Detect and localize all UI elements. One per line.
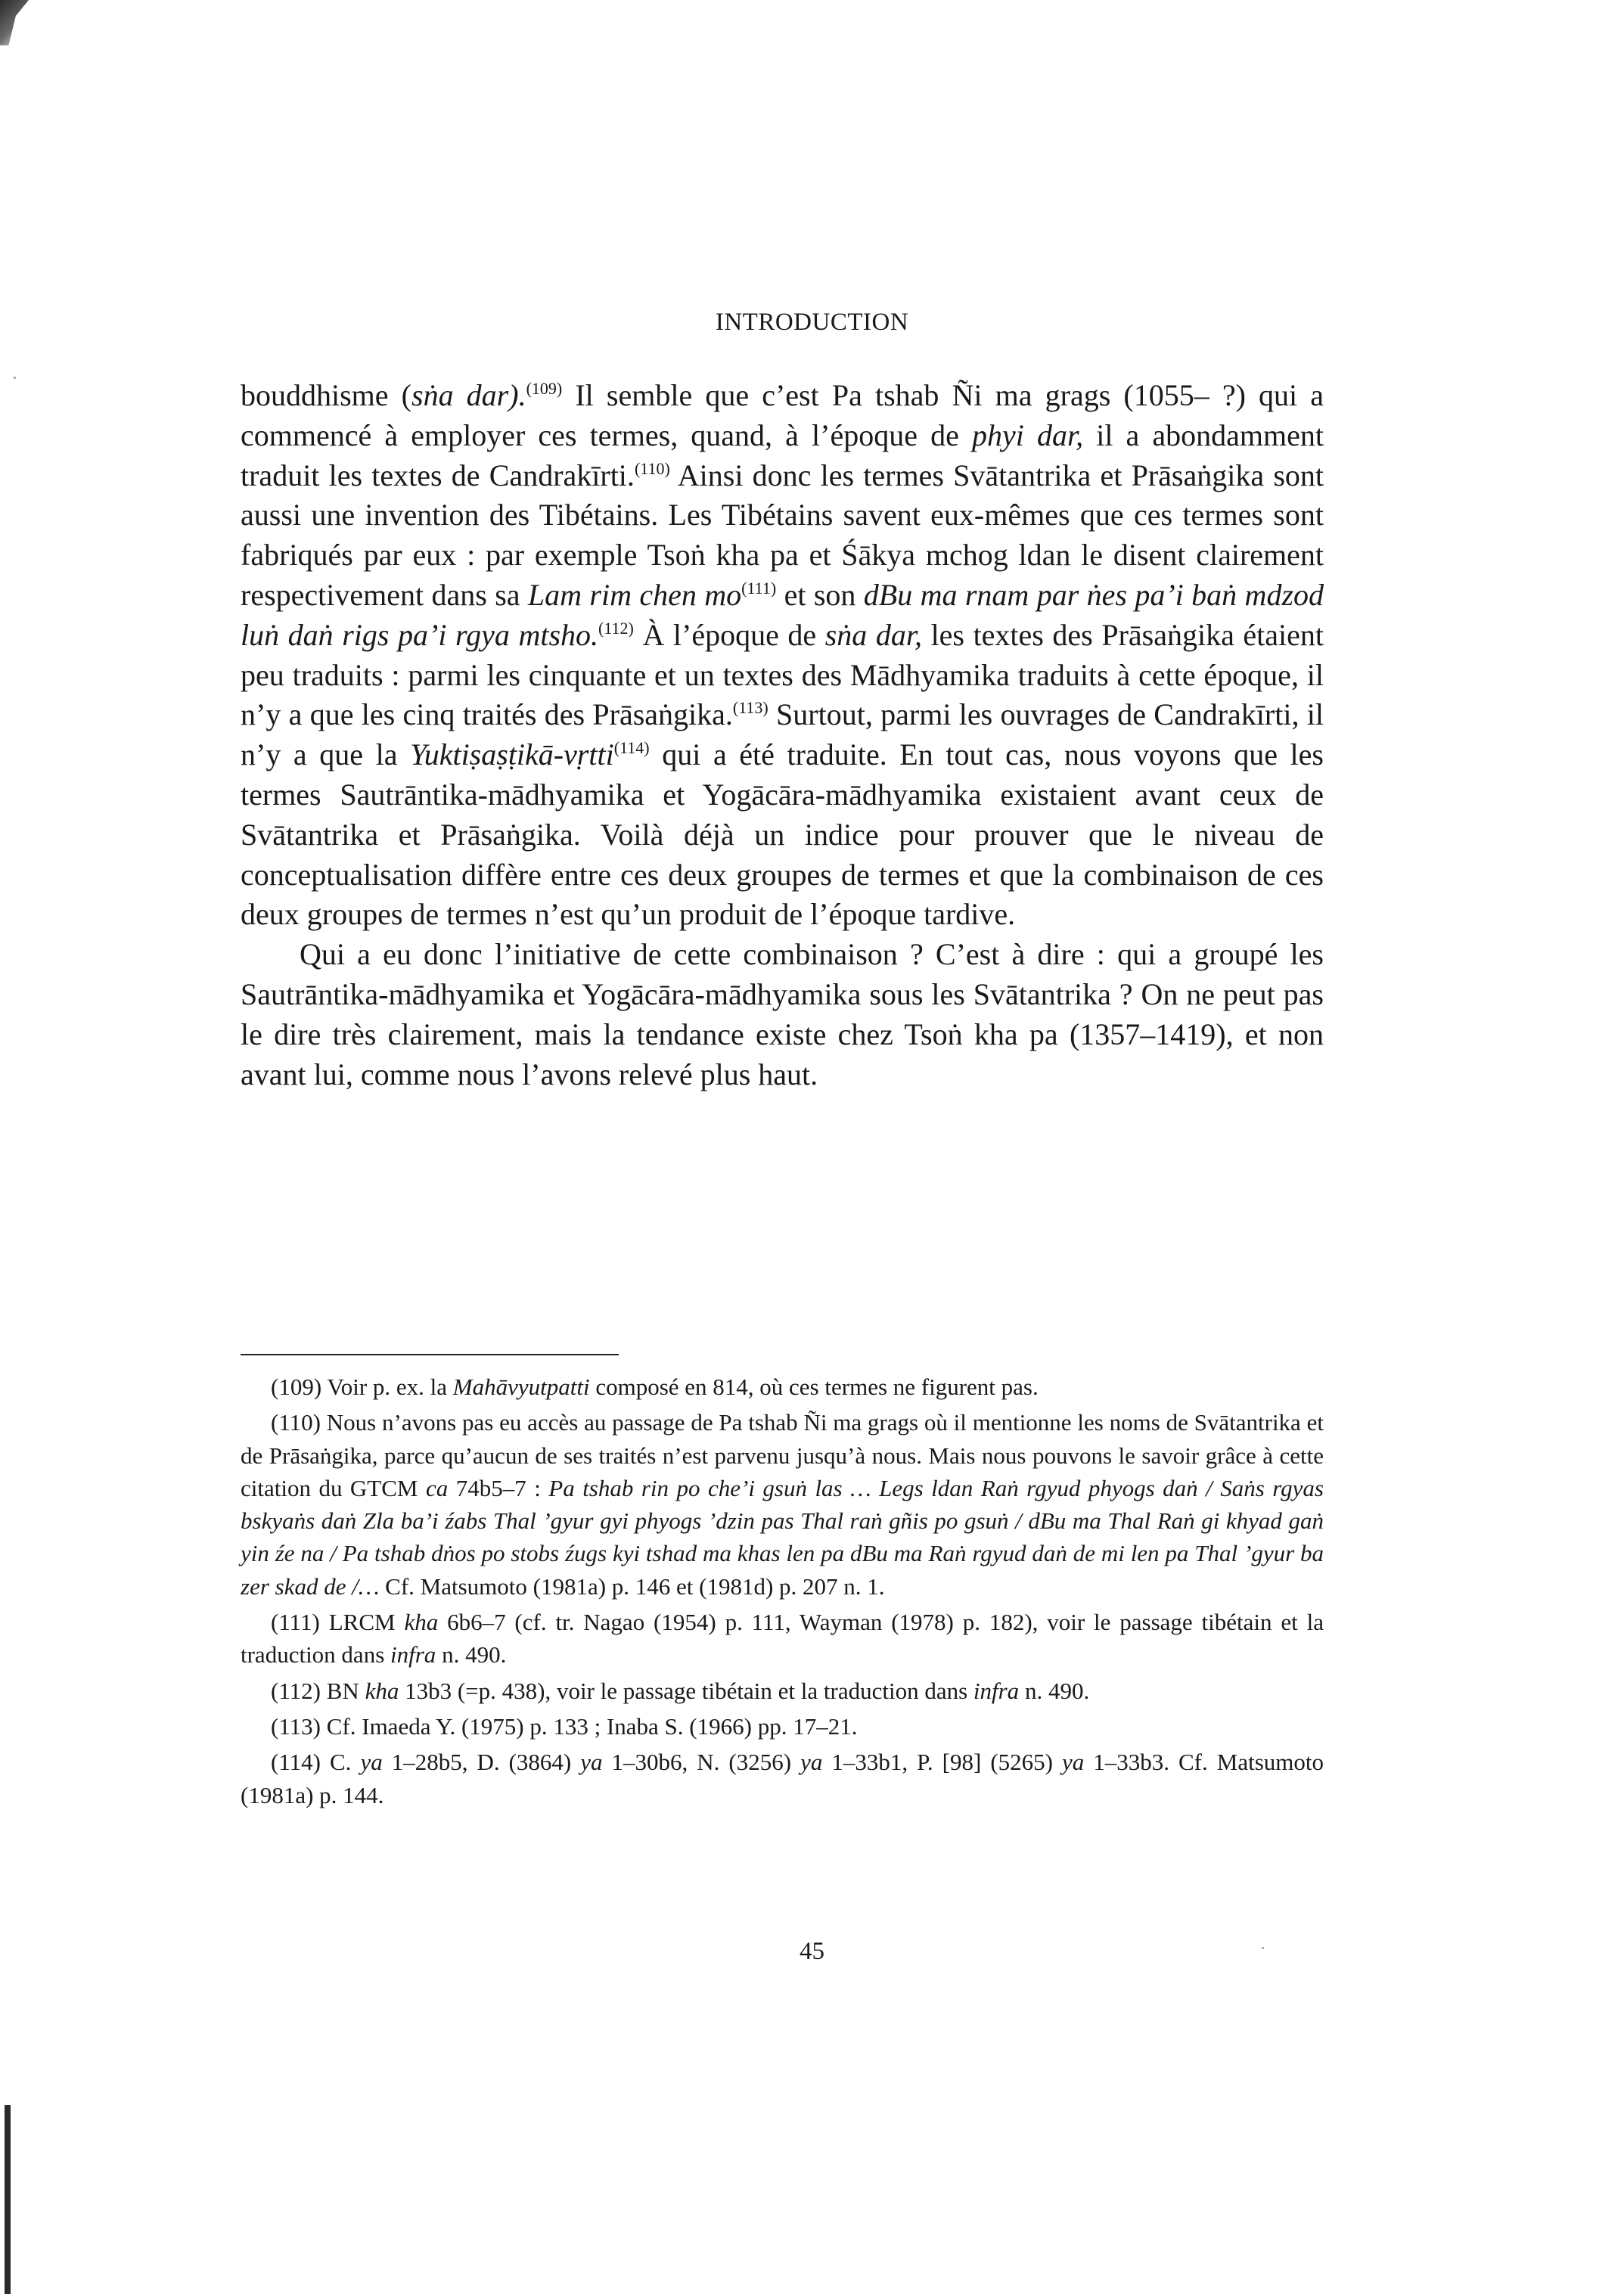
italic-term: phyi dar, <box>971 418 1084 452</box>
italic-term: ca <box>425 1474 449 1501</box>
text-run: À l’époque de <box>633 617 825 652</box>
italic-term: ya <box>1061 1749 1085 1776</box>
paragraph <box>241 935 1324 1094</box>
text-run: il a abondamment traduit les textes de Candrakīrti. <box>241 418 1324 492</box>
text-run: et son <box>776 577 864 612</box>
text-run: 1–28b5, D. (3864) <box>382 1749 581 1776</box>
italic-term: ya <box>580 1749 603 1776</box>
footnote-reference: (111) <box>741 578 777 598</box>
footnote-reference: (110) <box>634 458 670 478</box>
body-text <box>241 376 1324 1094</box>
text-run: les textes des Prāsaṅgika étaient peu traduits : parmi les cinquante et un textes des Mādhyamika traduits à cette époque, il n’y a que les cinq traités des Prāsaṅgika. <box>241 617 1324 732</box>
footnotes <box>241 1371 1324 1814</box>
text-run: (112) BN <box>271 1677 365 1704</box>
text-run: Qui a eu donc l’initiative de cette combinaison ? C’est à dire : qui a groupé les Sautrāntika-mādhyamika et Yogācāra-mādhyamika sous les Svātantrika ? On ne peut pas le dire très clairement, mais la tendance existe chez Tsoṅ kha pa (1357–1419), et non avant lui, comme nous l’avons relevé plus haut. <box>241 937 1324 1091</box>
text-run: (113) Cf. Imaeda Y. (1975) p. 133 ; Inaba S. (1966) pp. 17–21. <box>271 1712 858 1740</box>
text-run: 6b6–7 (cf. tr. Nagao (1954) p. 111, Wayman (1978) p. 182), voir le passage tibétain et la traduction dans <box>241 1609 1324 1669</box>
footnote <box>241 1746 1324 1811</box>
italic-term: dBu ma rnam par ṅes pa’i baṅ mdzod luṅ daṅ rigs pa’i rgya mtsho. <box>241 577 1324 652</box>
italic-term: infra <box>973 1677 1020 1704</box>
text-run: qui a été traduite. En tout cas, nous voyons que les termes Sautrāntika-mādhyamika et Yogācāra-mādhyamika existaient avant ceux de Svātantrika et Prāsaṅgika. Voilà déjà un indice pour prouver que le niveau de conceptualisation diffère entre ces deux groupes de termes et que la combinaison de ces deux groupes de termes n’est qu’un produit de l’époque tardive. <box>241 737 1324 932</box>
text-run: 74b5–7 : <box>448 1474 549 1501</box>
footnote-reference: (114) <box>613 738 650 758</box>
text-run: Cf. Matsumoto (1981a) p. 146 et (1981d) p. 207 n. 1. <box>379 1572 885 1600</box>
text-run: n. 490. <box>436 1641 507 1669</box>
text-run: n. 490. <box>1019 1677 1090 1704</box>
text-run: 13b3 (=p. 438), voir le passage tibétain et la traduction dans <box>399 1677 973 1704</box>
italic-term: Pa tshab rin po che’i gsuṅ las … Legs ldan Raṅ rgyud phyogs daṅ / Saṅs rgyas bskyaṅs daṅ Zla ba’i źabs Thal ’gyur gyi phyogs ’dzin pas Thal raṅ gñis po gsuṅ / dBu ma Thal Raṅ gi khyad gaṅ yin źe na / Pa tshab dṅos po stobs źugs kyi tshad ma khas len pa dBu ma Raṅ rgyud daṅ de mi len pa Thal ’gyur ba zer skad de /… <box>241 1474 1324 1600</box>
footnote <box>241 1675 1324 1707</box>
footnote <box>241 1406 1324 1603</box>
running-head: INTRODUCTION <box>715 309 909 336</box>
footnote-reference: (113) <box>732 698 769 718</box>
italic-term: Mahāvyutpatti <box>452 1374 590 1400</box>
italic-term: Yuktiṣaṣṭikā-vṛtti <box>410 737 614 772</box>
page-number: 45 <box>800 1938 824 1965</box>
footnote <box>241 1606 1324 1672</box>
footnote-divider <box>241 1354 619 1355</box>
text-run: Surtout, parmi les ouvrages de Candrakīrti, il n’y a que la <box>241 697 1324 772</box>
text-run: (111) LRCM <box>271 1609 405 1636</box>
scan-edge-mark-bottom <box>5 2105 11 2294</box>
text-run: composé en 814, où ces termes ne figurent pas. <box>589 1374 1039 1400</box>
paragraph <box>241 376 1324 935</box>
italic-term: ya <box>800 1749 823 1776</box>
text-run: bouddhisme ( <box>241 378 411 412</box>
scan-speck <box>14 377 16 379</box>
italic-term: kha <box>404 1609 439 1636</box>
italic-term: sṅa dar). <box>411 378 526 412</box>
footnote-reference: (112) <box>598 618 634 638</box>
footnote <box>241 1371 1324 1403</box>
italic-term: Lam rim chen mo <box>527 577 742 612</box>
italic-term: ya <box>360 1749 383 1776</box>
scan-edge-mark-top <box>0 0 29 45</box>
text-run: (114) C. <box>271 1749 361 1776</box>
italic-term: kha <box>365 1677 399 1704</box>
footnote-reference: (109) <box>526 379 563 398</box>
text-run: (109) Voir p. ex. la <box>271 1374 453 1400</box>
text-run: (110) Nous n’avons pas eu accès au passage de Pa tshab Ñi ma grags où il mentionne les noms de Svātantrika et de Prāsaṅgika, parce qu’aucun de ses traités n’est parvenu jusqu’à nous. Mais nous pouvons le savoir grâce à cette citation du GTCM <box>241 1409 1324 1501</box>
footnote <box>241 1710 1324 1743</box>
italic-term: infra <box>390 1641 436 1669</box>
text-run: 1–33b3. Cf. Matsumoto (1981a) p. 144. <box>241 1749 1324 1808</box>
text-run: Ainsi donc les termes Svātantrika et Prāsaṅgika sont aussi une invention des Tibétains. Les Tibétains savent eux-mêmes que ces termes sont fabriqués par eux : par exemple Tsoṅ kha pa et Śākya mchog ldan le disent clairement respectivement dans sa <box>241 458 1324 612</box>
italic-term: sṅa dar, <box>824 617 922 652</box>
text-run: 1–33b1, P. [98] (5265) <box>822 1749 1062 1776</box>
text-run: 1–30b6, N. (3256) <box>602 1749 801 1776</box>
text-run: Il semble que c’est Pa tshab Ñi ma grags (1055– ?) qui a commencé à employer ces termes, quand, à l’époque de <box>241 378 1324 452</box>
